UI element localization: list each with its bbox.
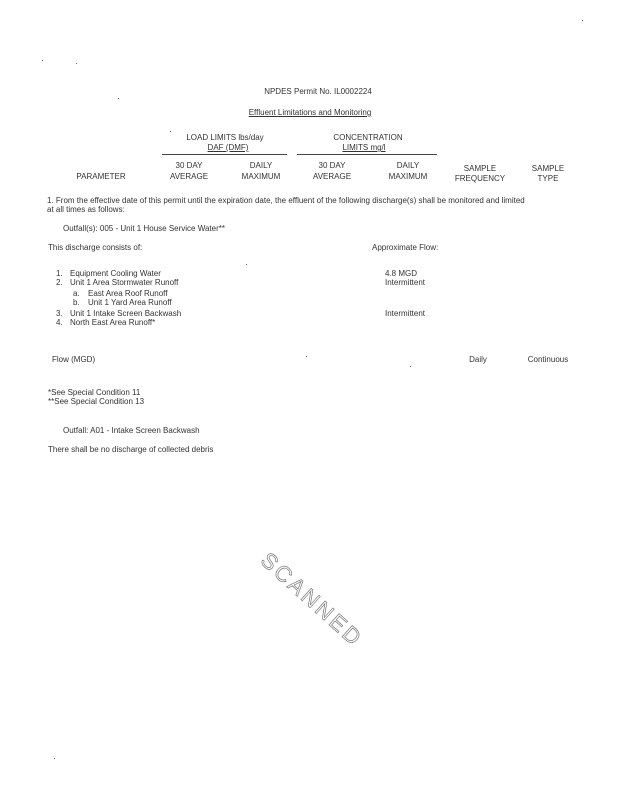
col-load-30day-line2: AVERAGE [169,172,209,181]
col-conc-daily-line2: MAXIMUM [388,172,428,181]
discharge-item-num: 4. [56,318,63,327]
col-conc-30day-line1: 30 DAY [318,161,346,170]
scanned-stamp: SCANNED [255,547,369,652]
discharge-item-text: Unit 1 Intake Screen Backwash [70,309,182,318]
scan-speck [54,758,55,759]
scan-speck [170,131,171,132]
flow-frequency: Daily [469,355,487,364]
discharge-item-num: 3. [56,309,63,318]
discharge-item-flow: 4.8 MGD [385,269,418,278]
no-discharge-statement: There shall be no discharge of collected debris [48,445,214,454]
scan-speck [42,60,43,61]
discharge-consists-label: This discharge consists of: [48,243,143,252]
concentration-subtitle: LIMITS mg/l [342,143,386,152]
discharge-item-text: Unit 1 Area Stormwater Runoff [70,278,179,287]
load-limits-rule [162,154,287,155]
page-subtitle: Effluent Limitations and Monitoring [248,108,372,117]
discharge-item-num: 1. [56,269,63,278]
scan-speck [410,366,411,367]
concentration-rule [297,154,437,155]
discharge-subitem-text: Unit 1 Yard Area Runoff [88,298,172,307]
scan-speck [306,356,307,357]
load-limits-subtitle: DAF (DMF) [207,143,249,152]
scan-speck [582,20,583,21]
intro-line-2: at all times as follows: [47,205,125,214]
col-load-daily-line1: DAILY [249,161,273,170]
col-type-line2: TYPE [537,174,559,183]
col-frequency-line2: FREQUENCY [454,174,506,183]
scan-speck [76,63,77,64]
discharge-item-text: North East Area Runoff* [70,318,156,327]
col-frequency-line1: SAMPLE [463,164,497,173]
concentration-title: CONCENTRATION [333,133,403,142]
discharge-item-flow: Intermittent [385,309,426,318]
discharge-subitem-letter: b. [73,298,80,307]
outfall-a01-heading: Outfall: A01 - Intake Screen Backwash [63,426,200,435]
col-parameter: PARAMETER [76,172,126,181]
col-conc-30day-line2: AVERAGE [312,172,352,181]
special-condition-note: *See Special Condition 11 [48,388,141,397]
scan-speck [246,264,247,265]
discharge-item-text: Equipment Cooling Water [70,269,161,278]
col-load-30day-line1: 30 DAY [175,161,203,170]
discharge-subitem-letter: a. [73,289,80,298]
col-load-daily-line2: MAXIMUM [241,172,281,181]
discharge-subitem-text: East Area Roof Runoff [88,289,168,298]
discharge-item-flow: Intermittent [385,278,426,287]
approximate-flow-label: Approximate Flow: [372,243,439,252]
load-limits-title: LOAD LIMITS lbs/day [186,133,264,142]
discharge-item-num: 2. [56,278,63,287]
col-type-line1: SAMPLE [531,164,565,173]
intro-line-1: 1. From the effective date of this permit until the expiration date, the effluent of the following discharge(s) shall be monitored and limited [47,196,525,205]
scan-speck [118,98,119,99]
permit-number: NPDES Permit No. IL0002224 [264,87,372,96]
outfall-005-heading: Outfall(s): 005 - Unit 1 House Service Water** [63,224,225,233]
special-condition-note: **See Special Condition 13 [48,397,145,406]
col-conc-daily-line1: DAILY [396,161,420,170]
flow-type: Continuous [527,355,569,364]
flow-parameter: Flow (MGD) [52,355,96,364]
